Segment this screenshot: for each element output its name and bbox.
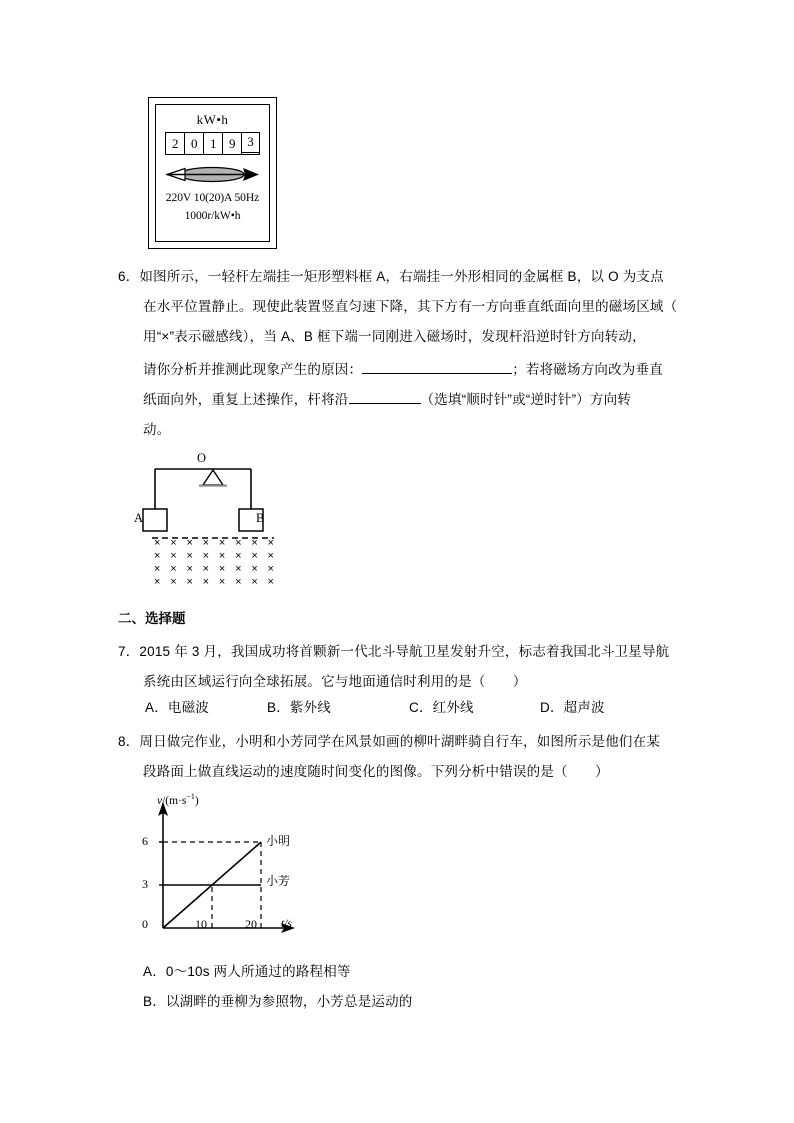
question-6-line-3: 用“×”表示磁感线），当 A、B 框下端一同刚进入磁场时，发现杆沿逆时针方向转动， [143,329,646,344]
chart-y-axis-label: $v/(m\cdot s^{-1})$ [157,792,199,807]
field-cross-icon: × [170,576,177,588]
question-7-number: 7． [118,644,140,659]
question-6-line-2: 在水平位置静止。现使此装置竖直匀速下降，其下方有一方向垂直纸面向里的磁场区域（ [143,299,678,314]
field-cross-icon: × [235,563,242,575]
field-cross-icon: × [202,550,210,562]
question-7-option-d[interactable]: D．超声波 [540,700,605,715]
chart-y-tick: 3 [142,877,148,891]
question-8-option-b[interactable]: B．以湖畔的垂柳为参照物，小芳总是运动的 [143,994,413,1009]
chart-series-label-xiaoming: 小明 [266,834,291,848]
meter-inner-frame [155,104,270,242]
field-cross-icon: × [154,537,161,549]
question-7-line-1: 7．2015 年 3 月，我国成功将首颗新一代北斗导航卫星发射升空，标志着我国北斗卫星导航 [118,644,670,659]
meter-unit-label: kW•h [196,112,229,127]
field-cross-icon: × [267,537,274,549]
field-cross-icon: × [235,550,242,562]
field-cross-icon: × [218,537,226,549]
field-cross-icon: × [251,563,258,575]
field-cross-icon: × [251,537,258,549]
meter-digit-display [165,132,259,155]
answer-blank-1[interactable] [362,373,512,374]
box-a-label: A [134,511,144,525]
field-cross-icon: × [154,576,161,588]
field-cross-icon: × [235,576,242,588]
field-cross-icon: × [154,550,161,562]
box-b-label: B [256,511,265,525]
field-cross-icon: × [186,537,193,549]
velocity-time-chart [133,790,333,950]
field-cross-icon: × [170,537,177,549]
field-cross-icon: × [154,563,161,575]
fulcrum-label: O [197,451,207,465]
field-cross-icon: × [170,550,177,562]
field-cross-icon: × [267,563,274,575]
field-cross-icon: × [267,550,274,562]
field-row [154,550,274,563]
field-cross-icon: × [267,576,274,588]
question-7-line-2: 系统由区域运行向全球拓展。它与地面通信时利用的是（ ） [143,674,527,689]
field-row [154,576,274,589]
chart-series-label-xiaofang: 小芳 [266,874,291,888]
field-cross-icon: × [186,563,193,575]
field-cross-icon: × [202,563,210,575]
question-8-option-a[interactable]: A．0～10s 两人所通过的路程相等 [143,964,351,979]
meter-digit: 0 [185,133,204,154]
question-6-line-1: 6．如图所示，一轻杆左端挂一矩形塑料框 A，右端挂一外形相同的金属框 B，以 O 为支点 [118,269,664,284]
field-cross-icon: × [235,537,242,549]
question-6-line-5: 纸面向外，重复上述操作，杆将沿 （选填“顺时针”或“逆时针”）方向转 [143,392,632,407]
section-2-heading: 二、选择题 [118,611,186,626]
field-cross-icon: × [202,576,210,588]
answer-blank-2[interactable] [349,403,421,404]
chart-x-axis-label: t/s [281,918,292,930]
question-6-line-4: 请你分析并推测此现象产生的原因： ；若将磁场方向改为垂直 [143,362,663,377]
meter-digit-decimal: 3 [241,132,260,153]
question-6-line-6: 动。 [143,422,171,437]
meter-digit: 2 [166,133,185,154]
field-cross-icon: × [251,550,258,562]
question-8-line-1: 8．周日做完作业，小明和小芳同学在风景如画的柳叶湖畔骑自行车，如图所示是他们在某 [118,734,661,749]
field-cross-icon: × [218,563,226,575]
field-cross-icon: × [202,537,210,549]
question-7-option-c[interactable]: C．红外线 [409,700,474,715]
field-cross-icon: × [186,550,193,562]
question-6-number: 6． [118,269,140,284]
field-row [154,563,274,576]
question-7-option-b[interactable]: B．紫外线 [267,700,332,715]
field-cross-icon: × [218,576,226,588]
field-cross-icon: × [170,563,177,575]
question-8-number: 8． [118,734,140,749]
question-8-line-2: 段路面上做直线运动的速度随时间变化的图像。下列分析中错误的是（ ） [143,764,609,779]
meter-spec-constant: 1000r/kW•h [184,209,241,222]
field-row [154,537,274,550]
lever-magnetic-field-figure [133,453,293,598]
field-cross-icon: × [186,576,193,588]
meter-digit: 1 [204,133,223,154]
meter-spec-voltage: 220V 10(20)A 50Hz [165,191,260,204]
electricity-meter-figure [148,97,277,249]
field-cross-icon: × [218,550,226,562]
chart-y-tick: 6 [142,834,148,848]
meter-disc-arrow-icon [165,166,261,183]
question-7-option-a[interactable]: A．电磁波 [145,700,210,715]
meter-digit: 9 [223,133,242,154]
magnetic-field-grid [154,537,274,589]
chart-x-tick: 20 [245,917,257,931]
field-cross-icon: × [251,576,258,588]
chart-x-tick: 10 [195,917,207,931]
chart-origin-tick: 0 [142,917,148,931]
